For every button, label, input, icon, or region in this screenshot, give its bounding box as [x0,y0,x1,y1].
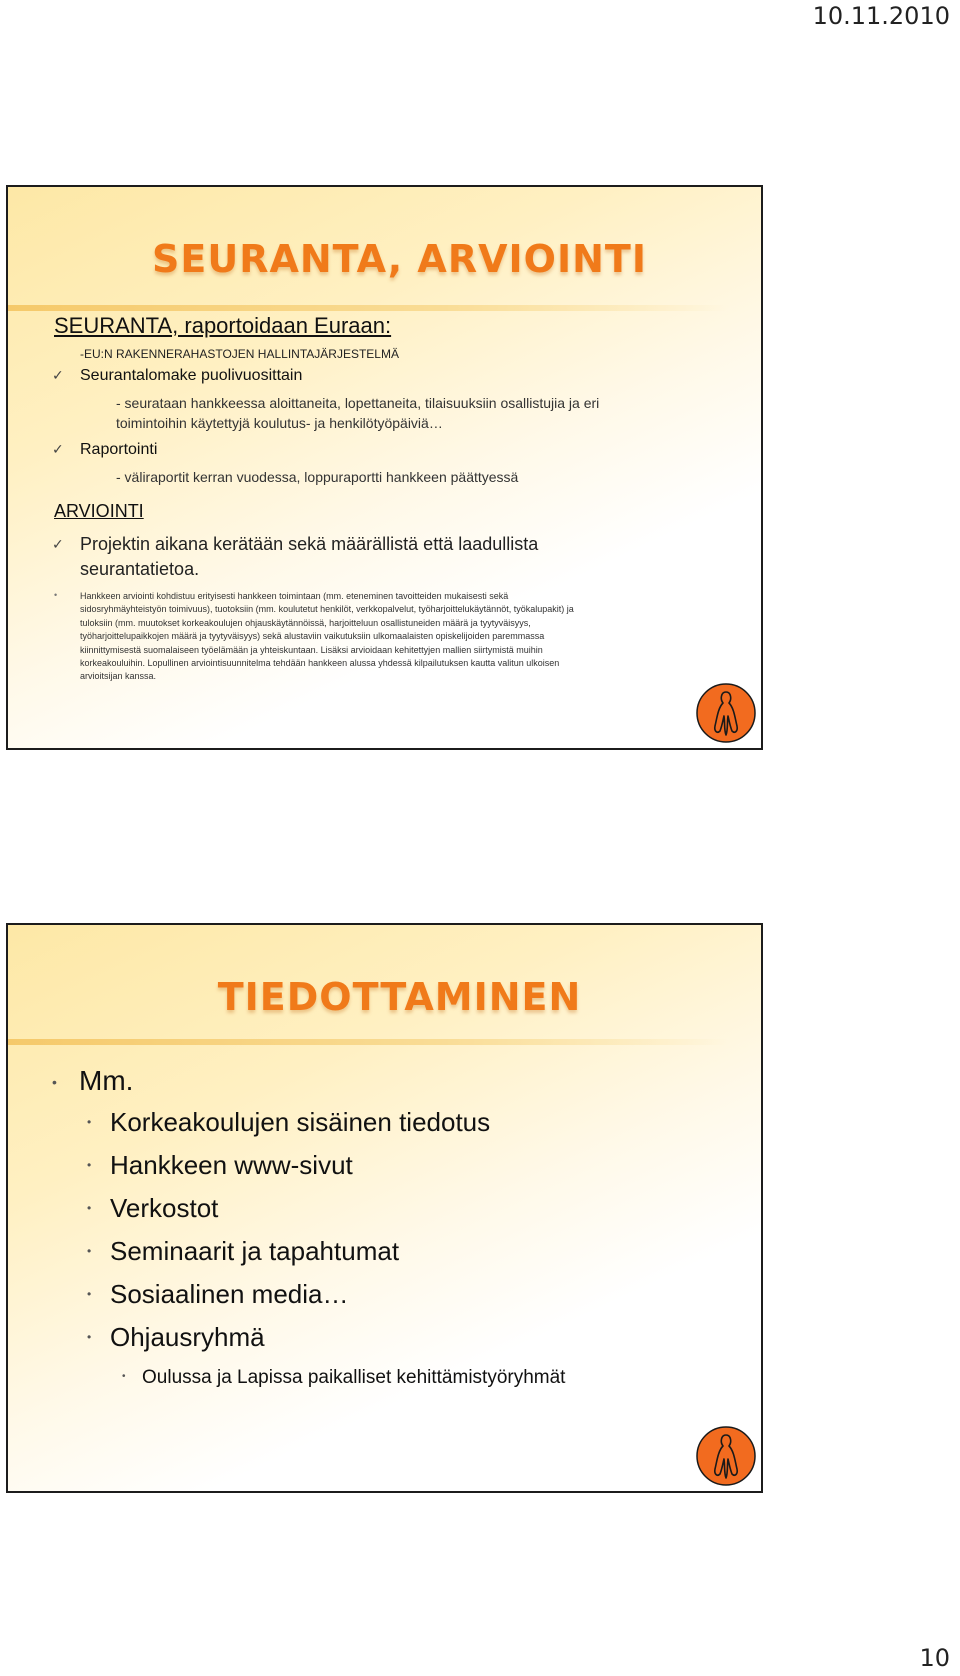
list-item-level1 [52,1065,741,1097]
list-item-label: Ohjausryhmä [110,1322,265,1352]
slide-seuranta-arviointi [6,185,763,750]
slide-title: SEURANTA, ARVIOINTI [152,237,647,281]
description-line: korkeakouluihin. Lopullinen arviointisuunnitelma tehdään hankkeen alussa yhdessä kilpailutuksen kautta valitun ulkoisen [80,658,560,669]
check-icon: ✓ [52,441,64,457]
item-detail [116,393,741,433]
page-number: 10 [919,1644,950,1672]
bullet-list [52,1065,741,1397]
bullet-icon: • [87,1115,92,1129]
person-circle-logo-icon [695,682,757,744]
list-item-label: Korkeakoulujen sisäinen tiedotus [110,1107,491,1137]
description-line: tuloksiin (mm. muutokset korkeakoulujen ohjauskäytännöissä, harjoitteluun osallistuneiden määrä ja tyytyväisyys, [80,617,531,628]
list-item [52,1236,741,1279]
checklist-item-projektin-aikana [52,532,741,582]
list-item-label: Verkostot [110,1193,219,1223]
list-item-label: Mm. [79,1065,134,1096]
list-item [52,1107,741,1150]
check-icon: ✓ [52,367,64,383]
bullet-icon: • [122,1371,126,1382]
list-item-label: Hankkeen www-sivut [110,1150,353,1180]
description-line: sidosryhmäyhteistyön toimivuus), tuotoksiin (mm. koulutetut henkilöt, verkkopalvelut, työharjoittelukäytännöt, työkalupakit) ja [80,604,574,615]
section-heading-arviointi: ARVIOINTI [54,501,144,521]
description-line: Hankkeen arviointi kohdistuu erityisesti hankkeen toimintaan (mm. eteneminen tavoitteiden mukaisesti sekä [80,591,509,601]
bullet-icon: • [87,1287,92,1301]
description-line: arvioitsijan kanssa. [80,671,157,682]
description-line: kiinnittymisestä suomalaiseen työelämään ja yhteiskuntaan. Lisäksi arvioidaan kehitettyjen mallien siirtymistä muihin [80,644,543,655]
checklist-item-label: Raportointi [80,441,158,458]
item-detail-line: - seurataan hankkeessa aloittaneita, lopettaneita, tilaisuuksiin osallistujia ja eri [116,395,600,411]
list-item [52,1193,741,1236]
list-item-label: Sosiaalinen media… [110,1279,349,1309]
item-detail-line: toimintoihin käytettyjä koulutus- ja henkilötyöpäiviä… [116,415,443,431]
slide-tiedottaminen [6,923,763,1493]
title-divider [8,1039,728,1045]
title-divider [8,305,728,311]
slide-title: TIEDOTTAMINEN [217,975,582,1019]
bullet-icon: • [54,590,58,600]
bullet-icon: • [87,1158,92,1172]
list-subitem-label: Oulussa ja Lapissa paikalliset kehittämistyöryhmät [142,1367,566,1388]
list-subitem [52,1367,741,1397]
list-item [52,1279,741,1322]
section-heading-seuranta: SEURANTA, raportoidaan Euraan: [54,313,392,338]
slide-content [54,313,741,684]
bullet-icon: • [87,1244,92,1258]
list-item-label: Seminaarit ja tapahtumat [110,1236,400,1266]
description-line: työharjoittelupaikkojen määrä ja tyytyväisyys) sekä alustaviin vaikutuksiin ulkomaalaisten opiskelijoiden paremmassa [80,631,545,642]
list-item [52,1322,741,1365]
bullet-icon: • [87,1201,92,1215]
page-date: 10.11.2010 [812,2,950,30]
checklist-item-line: Projektin aikana kerätään sekä määrällistä että laadullista [80,534,539,554]
checklist-item-raportointi [52,441,741,459]
person-circle-logo-icon [695,1425,757,1487]
check-icon: ✓ [52,536,64,552]
bullet-icon: • [52,1074,57,1090]
section-subheading: -EU:N RAKENNERAHASTOJEN HALLINTAJÄRJESTELMÄ [80,347,399,361]
item-detail: - väliraportit kerran vuodessa, loppuraportti hankkeen päättyessä [116,469,519,485]
arviointi-description [54,590,680,684]
bullet-icon: • [87,1330,92,1344]
checklist-item-label: Seurantalomake puolivuosittain [80,367,303,384]
list-item [52,1150,741,1193]
checklist-item-line: seurantatietoa. [80,559,200,579]
checklist-item-seurantalomake [52,367,741,385]
